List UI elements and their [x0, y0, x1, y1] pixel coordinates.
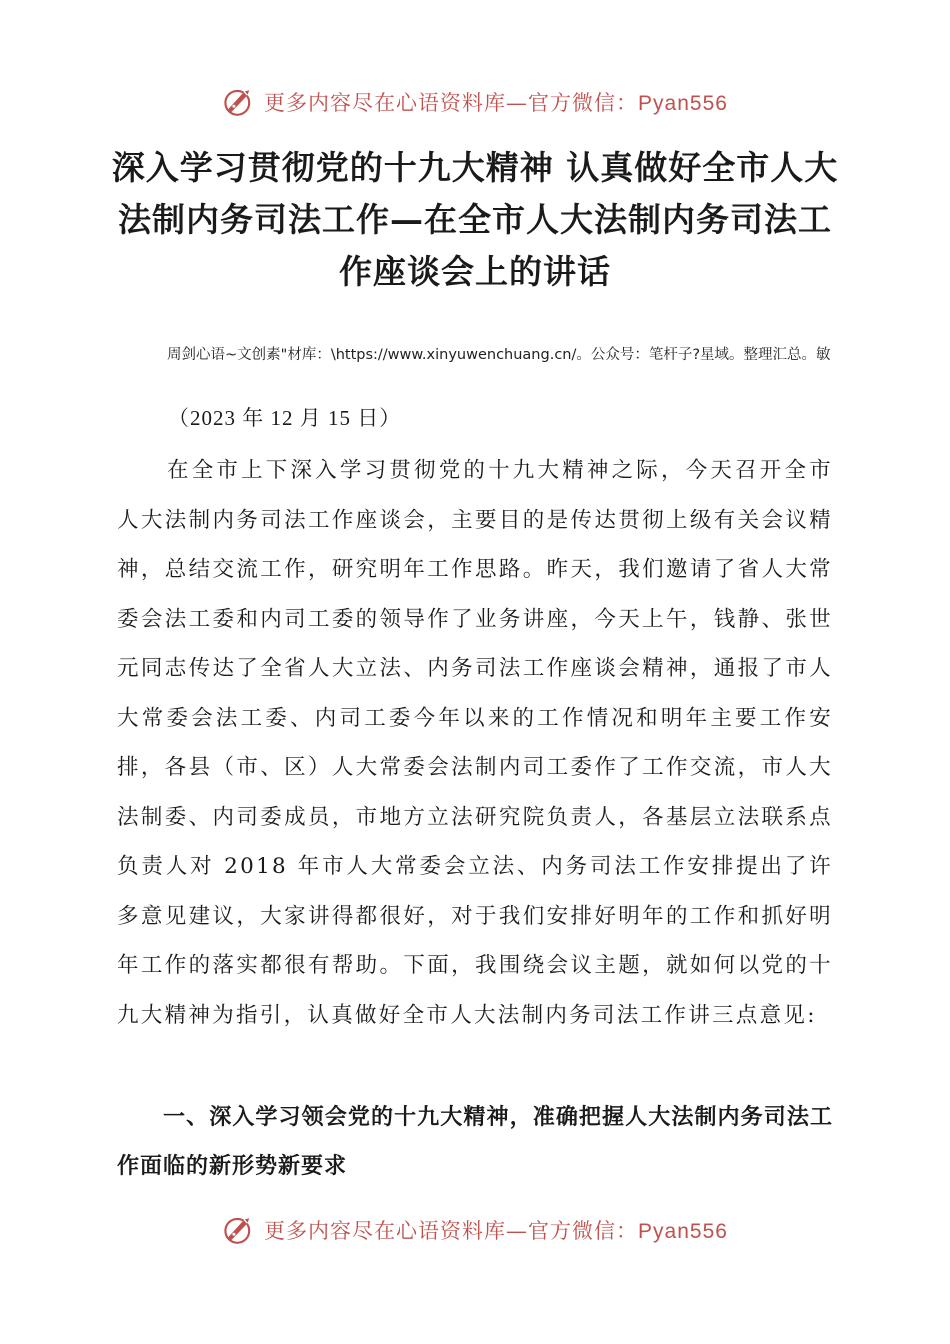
wechat-id: Pyan556 — [638, 1220, 728, 1243]
document-title: 深入学习贯彻党的十九大精神 认真做好全市人大法制内务司法工作—在全市人大法制内务司法工作座谈会上的讲话 — [111, 148, 839, 291]
banner-text: 更多内容尽在心语资料库—官方微信：Pyan556 — [264, 91, 728, 115]
source-note: 周剑心语~文创素"材库：\https://www.xinyuwenchuang.cn/。公众号：笔杆子?星域。整理汇总。敏 — [167, 347, 831, 363]
wechat-id: Pyan556 — [638, 92, 728, 115]
bottom-watermark-banner — [0, 1208, 950, 1252]
pen-nib-logo-icon — [222, 1213, 256, 1247]
pen-nib-logo-icon — [222, 85, 256, 119]
body-paragraph: 在全市上下深入学习贯彻党的十九大精神之际，今天召开全市人大法制内务司法工作座谈会，主要目的是传达贯彻上级有关会议精神，总结交流工作，研究明年工作思路。昨天，我们邀请了省人大常委会法工委和内司工委的领导作了业务讲座，今天上午，钱静、张世元同志传达了全省人大立法、内务司法工作座谈会精神，通报了市人大常委会法工委、内司工委今年以来的工作情况和明年主要工作安排，各县（市、区）人大常委会法制内司工委作了工作交流，市人大法制委、内司委成员，市地方立法研究院负责人，各基层立法联系点负责人对 2018 年市人大常委会立法、内务司法工作安排提出了许多意见建议，大家讲得都很好，对于我们安排好明年的工作和抓好明年工作的落实都很有帮助。下面，我围绕会议主题，就如何以党的十九大精神为指引，认真做好全市人大法制内务司法工作讲三点意见: — [117, 458, 833, 1028]
top-watermark-banner — [0, 80, 950, 124]
speech-date: （2023 年 12 月 15 日） — [168, 406, 402, 430]
banner-text: 更多内容尽在心语资料库—官方微信：Pyan556 — [264, 1219, 728, 1243]
section-heading: 一、深入学习领会党的十九大精神，准确把握人大法制内务司法工作面临的新形势新要求 — [117, 1105, 833, 1179]
